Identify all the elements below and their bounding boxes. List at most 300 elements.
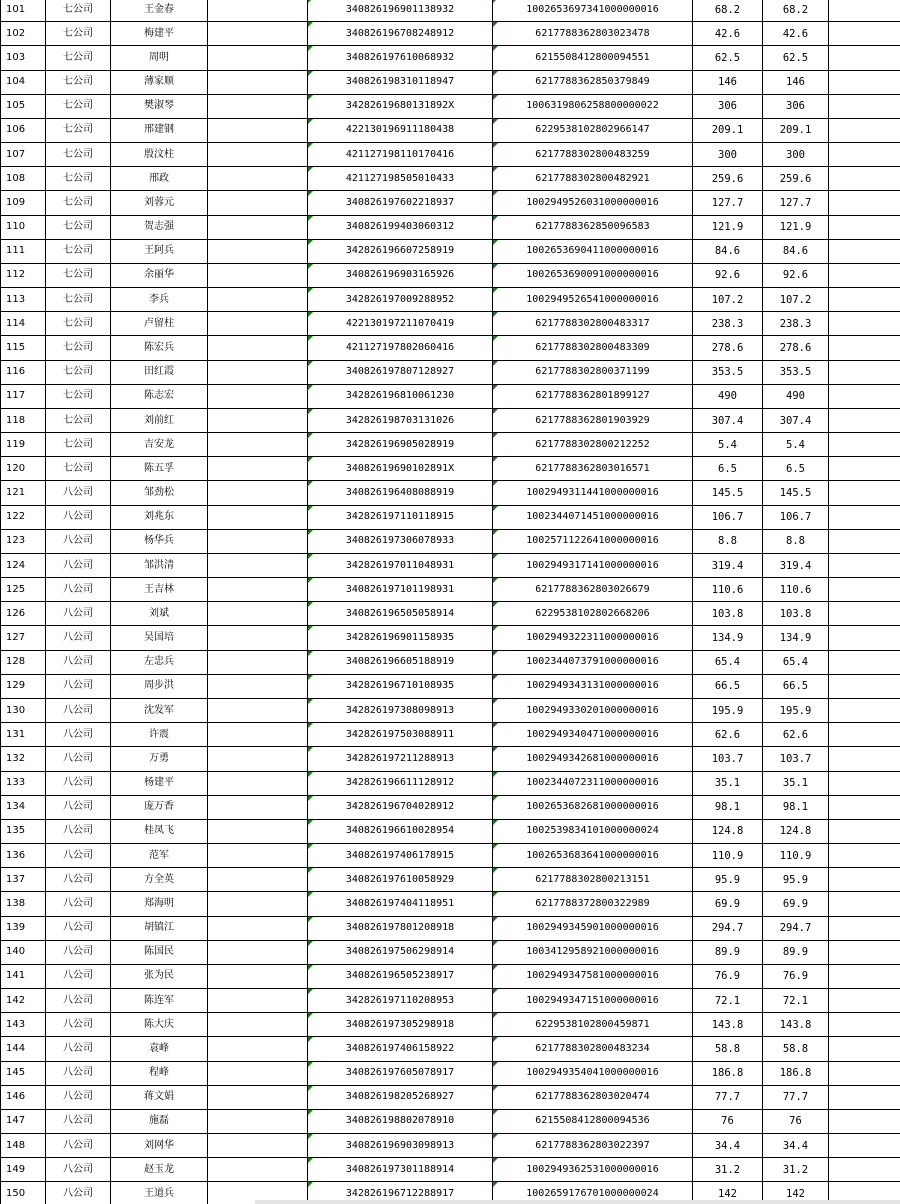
amount-cell[interactable]: 68.2	[693, 0, 763, 22]
id-number-cell[interactable]: 340826196505058914	[308, 602, 493, 626]
company-cell[interactable]: 七公司	[46, 239, 111, 263]
blank-cell[interactable]	[829, 723, 900, 747]
account-number-cell[interactable]: 6217788362850379849	[493, 70, 693, 94]
empty-cell[interactable]	[208, 1013, 308, 1037]
amount-cell[interactable]: 490	[693, 384, 763, 408]
name-cell[interactable]: 陈志宏	[111, 384, 208, 408]
amount-paid-cell[interactable]: 77.7	[763, 1085, 829, 1109]
empty-cell[interactable]	[208, 46, 308, 70]
row-number-cell[interactable]: 131	[1, 723, 46, 747]
amount-cell[interactable]: 8.8	[693, 529, 763, 553]
amount-paid-cell[interactable]: 106.7	[763, 505, 829, 529]
account-number-cell[interactable]: 1002653683641000000016	[493, 844, 693, 868]
empty-cell[interactable]	[208, 70, 308, 94]
row-number-cell[interactable]: 139	[1, 916, 46, 940]
row-number-cell[interactable]: 105	[1, 94, 46, 118]
company-cell[interactable]: 八公司	[46, 916, 111, 940]
company-cell[interactable]: 八公司	[46, 529, 111, 553]
account-number-cell[interactable]: 1002949311441000000016	[493, 481, 693, 505]
id-number-cell[interactable]: 342826197110118915	[308, 505, 493, 529]
name-cell[interactable]: 樊淑琴	[111, 94, 208, 118]
id-number-cell[interactable]: 340826198802078910	[308, 1109, 493, 1133]
amount-cell[interactable]: 300	[693, 143, 763, 167]
row-number-cell[interactable]: 136	[1, 844, 46, 868]
company-cell[interactable]: 七公司	[46, 384, 111, 408]
name-cell[interactable]: 杨建平	[111, 771, 208, 795]
amount-cell[interactable]: 146	[693, 70, 763, 94]
blank-cell[interactable]	[829, 288, 900, 312]
blank-cell[interactable]	[829, 795, 900, 819]
amount-paid-cell[interactable]: 110.6	[763, 578, 829, 602]
name-cell[interactable]: 周明	[111, 46, 208, 70]
amount-paid-cell[interactable]: 146	[763, 70, 829, 94]
amount-paid-cell[interactable]: 490	[763, 384, 829, 408]
amount-paid-cell[interactable]: 143.8	[763, 1013, 829, 1037]
name-cell[interactable]: 陈五孚	[111, 457, 208, 481]
amount-paid-cell[interactable]: 307.4	[763, 408, 829, 432]
amount-cell[interactable]: 319.4	[693, 553, 763, 577]
name-cell[interactable]: 沈发军	[111, 698, 208, 722]
name-cell[interactable]: 贺志强	[111, 215, 208, 239]
account-number-cell[interactable]: 1002653682681000000016	[493, 795, 693, 819]
amount-cell[interactable]: 76.9	[693, 964, 763, 988]
amount-paid-cell[interactable]: 92.6	[763, 263, 829, 287]
amount-paid-cell[interactable]: 5.4	[763, 433, 829, 457]
amount-cell[interactable]: 66.5	[693, 674, 763, 698]
blank-cell[interactable]	[829, 1061, 900, 1085]
id-number-cell[interactable]: 340826196903098913	[308, 1134, 493, 1158]
blank-cell[interactable]	[829, 529, 900, 553]
account-number-cell[interactable]: 6217788362803026679	[493, 578, 693, 602]
empty-cell[interactable]	[208, 433, 308, 457]
row-number-cell[interactable]: 109	[1, 191, 46, 215]
account-number-cell[interactable]: 6217788362850096583	[493, 215, 693, 239]
name-cell[interactable]: 王阿兵	[111, 239, 208, 263]
empty-cell[interactable]	[208, 1061, 308, 1085]
amount-paid-cell[interactable]: 89.9	[763, 940, 829, 964]
id-number-cell[interactable]: 340826196610028954	[308, 819, 493, 843]
blank-cell[interactable]	[829, 1085, 900, 1109]
id-number-cell[interactable]: 340826196408088919	[308, 481, 493, 505]
row-number-cell[interactable]: 110	[1, 215, 46, 239]
empty-cell[interactable]	[208, 1158, 308, 1182]
amount-paid-cell[interactable]: 31.2	[763, 1158, 829, 1182]
amount-cell[interactable]: 142	[693, 1182, 763, 1204]
account-number-cell[interactable]: 1002949526031000000016	[493, 191, 693, 215]
row-number-cell[interactable]: 140	[1, 940, 46, 964]
row-number-cell[interactable]: 143	[1, 1013, 46, 1037]
account-number-cell[interactable]: 6217788302800483317	[493, 312, 693, 336]
company-cell[interactable]: 七公司	[46, 360, 111, 384]
name-cell[interactable]: 陈大庆	[111, 1013, 208, 1037]
name-cell[interactable]: 吉安龙	[111, 433, 208, 457]
id-number-cell[interactable]: 342826197211288913	[308, 747, 493, 771]
id-number-cell[interactable]: 340826197406178915	[308, 844, 493, 868]
blank-cell[interactable]	[829, 263, 900, 287]
row-number-cell[interactable]: 113	[1, 288, 46, 312]
account-number-cell[interactable]: 1002344072311000000016	[493, 771, 693, 795]
company-cell[interactable]: 七公司	[46, 191, 111, 215]
blank-cell[interactable]	[829, 505, 900, 529]
id-number-cell[interactable]: 422130197211070419	[308, 312, 493, 336]
amount-cell[interactable]: 62.5	[693, 46, 763, 70]
row-number-cell[interactable]: 114	[1, 312, 46, 336]
id-number-cell[interactable]: 342826198703131026	[308, 408, 493, 432]
company-cell[interactable]: 八公司	[46, 1109, 111, 1133]
amount-cell[interactable]: 6.5	[693, 457, 763, 481]
empty-cell[interactable]	[208, 892, 308, 916]
account-number-cell[interactable]: 1002949345901000000016	[493, 916, 693, 940]
empty-cell[interactable]	[208, 844, 308, 868]
company-cell[interactable]: 八公司	[46, 578, 111, 602]
name-cell[interactable]: 庞万香	[111, 795, 208, 819]
blank-cell[interactable]	[829, 481, 900, 505]
row-number-cell[interactable]: 124	[1, 553, 46, 577]
id-number-cell[interactable]: 340826196505238917	[308, 964, 493, 988]
row-number-cell[interactable]: 138	[1, 892, 46, 916]
company-cell[interactable]: 八公司	[46, 771, 111, 795]
row-number-cell[interactable]: 118	[1, 408, 46, 432]
amount-cell[interactable]: 294.7	[693, 916, 763, 940]
company-cell[interactable]: 八公司	[46, 553, 111, 577]
blank-cell[interactable]	[829, 626, 900, 650]
amount-cell[interactable]: 186.8	[693, 1061, 763, 1085]
account-number-cell[interactable]: 1002344073791000000016	[493, 650, 693, 674]
empty-cell[interactable]	[208, 916, 308, 940]
name-cell[interactable]: 薄家顺	[111, 70, 208, 94]
account-number-cell[interactable]: 1002571122641000000016	[493, 529, 693, 553]
row-number-cell[interactable]: 149	[1, 1158, 46, 1182]
amount-cell[interactable]: 65.4	[693, 650, 763, 674]
amount-paid-cell[interactable]: 145.5	[763, 481, 829, 505]
company-cell[interactable]: 八公司	[46, 1134, 111, 1158]
account-number-cell[interactable]: 1002949526541000000016	[493, 288, 693, 312]
blank-cell[interactable]	[829, 312, 900, 336]
amount-paid-cell[interactable]: 69.9	[763, 892, 829, 916]
id-number-cell[interactable]: 340826197610068932	[308, 46, 493, 70]
empty-cell[interactable]	[208, 578, 308, 602]
row-number-cell[interactable]: 121	[1, 481, 46, 505]
name-cell[interactable]: 刘网华	[111, 1134, 208, 1158]
empty-cell[interactable]	[208, 239, 308, 263]
company-cell[interactable]: 七公司	[46, 143, 111, 167]
empty-cell[interactable]	[208, 626, 308, 650]
amount-paid-cell[interactable]: 259.6	[763, 167, 829, 191]
amount-paid-cell[interactable]: 306	[763, 94, 829, 118]
blank-cell[interactable]	[829, 1109, 900, 1133]
company-cell[interactable]: 七公司	[46, 288, 111, 312]
amount-paid-cell[interactable]: 95.9	[763, 868, 829, 892]
id-number-cell[interactable]: 342826196607258919	[308, 239, 493, 263]
account-number-cell[interactable]: 6217788302800483259	[493, 143, 693, 167]
empty-cell[interactable]	[208, 143, 308, 167]
blank-cell[interactable]	[829, 1037, 900, 1061]
id-number-cell[interactable]: 342826196905028919	[308, 433, 493, 457]
id-number-cell[interactable]: 340826197305298918	[308, 1013, 493, 1037]
amount-paid-cell[interactable]: 66.5	[763, 674, 829, 698]
company-cell[interactable]: 七公司	[46, 0, 111, 22]
row-number-cell[interactable]: 135	[1, 819, 46, 843]
name-cell[interactable]: 梅建平	[111, 22, 208, 46]
id-number-cell[interactable]: 340826197404118951	[308, 892, 493, 916]
amount-paid-cell[interactable]: 209.1	[763, 118, 829, 142]
amount-cell[interactable]: 5.4	[693, 433, 763, 457]
company-cell[interactable]: 八公司	[46, 505, 111, 529]
name-cell[interactable]: 施磊	[111, 1109, 208, 1133]
row-number-cell[interactable]: 103	[1, 46, 46, 70]
account-number-cell[interactable]: 6217788302800483234	[493, 1037, 693, 1061]
account-number-cell[interactable]: 6217788302800483309	[493, 336, 693, 360]
company-cell[interactable]: 八公司	[46, 747, 111, 771]
name-cell[interactable]: 范军	[111, 844, 208, 868]
blank-cell[interactable]	[829, 433, 900, 457]
blank-cell[interactable]	[829, 70, 900, 94]
amount-cell[interactable]: 72.1	[693, 989, 763, 1013]
company-cell[interactable]: 七公司	[46, 118, 111, 142]
id-number-cell[interactable]: 340826196903165926	[308, 263, 493, 287]
amount-paid-cell[interactable]: 121.9	[763, 215, 829, 239]
name-cell[interactable]: 卢留柱	[111, 312, 208, 336]
id-number-cell[interactable]: 340826196605188919	[308, 650, 493, 674]
amount-cell[interactable]: 58.8	[693, 1037, 763, 1061]
name-cell[interactable]: 桂凤飞	[111, 819, 208, 843]
amount-paid-cell[interactable]: 319.4	[763, 553, 829, 577]
amount-cell[interactable]: 134.9	[693, 626, 763, 650]
empty-cell[interactable]	[208, 94, 308, 118]
name-cell[interactable]: 李兵	[111, 288, 208, 312]
account-number-cell[interactable]: 1002344071451000000016	[493, 505, 693, 529]
amount-cell[interactable]: 34.4	[693, 1134, 763, 1158]
amount-cell[interactable]: 259.6	[693, 167, 763, 191]
account-number-cell[interactable]: 1002949347151000000016	[493, 989, 693, 1013]
amount-cell[interactable]: 89.9	[693, 940, 763, 964]
empty-cell[interactable]	[208, 288, 308, 312]
account-number-cell[interactable]: 1002949317141000000016	[493, 553, 693, 577]
name-cell[interactable]: 杨华兵	[111, 529, 208, 553]
amount-cell[interactable]: 95.9	[693, 868, 763, 892]
amount-paid-cell[interactable]: 107.2	[763, 288, 829, 312]
blank-cell[interactable]	[829, 0, 900, 22]
amount-paid-cell[interactable]: 103.7	[763, 747, 829, 771]
account-number-cell[interactable]: 6217788362803016571	[493, 457, 693, 481]
id-number-cell[interactable]: 340826199403060312	[308, 215, 493, 239]
blank-cell[interactable]	[829, 940, 900, 964]
company-cell[interactable]: 八公司	[46, 1158, 111, 1182]
amount-cell[interactable]: 143.8	[693, 1013, 763, 1037]
name-cell[interactable]: 张为民	[111, 964, 208, 988]
account-number-cell[interactable]: 1002653690091000000016	[493, 263, 693, 287]
amount-cell[interactable]: 110.6	[693, 578, 763, 602]
empty-cell[interactable]	[208, 602, 308, 626]
blank-cell[interactable]	[829, 892, 900, 916]
blank-cell[interactable]	[829, 384, 900, 408]
blank-cell[interactable]	[829, 819, 900, 843]
id-number-cell[interactable]: 342826197110208953	[308, 989, 493, 1013]
row-number-cell[interactable]: 116	[1, 360, 46, 384]
id-number-cell[interactable]: 421127197802060416	[308, 336, 493, 360]
account-number-cell[interactable]: 6215508412800094551	[493, 46, 693, 70]
blank-cell[interactable]	[829, 844, 900, 868]
empty-cell[interactable]	[208, 312, 308, 336]
id-number-cell[interactable]: 342826196810061230	[308, 384, 493, 408]
company-cell[interactable]: 八公司	[46, 892, 111, 916]
name-cell[interactable]: 王金春	[111, 0, 208, 22]
company-cell[interactable]: 七公司	[46, 22, 111, 46]
id-number-cell[interactable]: 340826197602218937	[308, 191, 493, 215]
id-number-cell[interactable]: 342826196704028912	[308, 795, 493, 819]
row-number-cell[interactable]: 125	[1, 578, 46, 602]
empty-cell[interactable]	[208, 868, 308, 892]
account-number-cell[interactable]: 6217788362803023478	[493, 22, 693, 46]
blank-cell[interactable]	[829, 215, 900, 239]
empty-cell[interactable]	[208, 819, 308, 843]
account-number-cell[interactable]: 6215508412800094536	[493, 1109, 693, 1133]
empty-cell[interactable]	[208, 118, 308, 142]
empty-cell[interactable]	[208, 529, 308, 553]
company-cell[interactable]: 八公司	[46, 940, 111, 964]
name-cell[interactable]: 邢建钢	[111, 118, 208, 142]
blank-cell[interactable]	[829, 868, 900, 892]
amount-paid-cell[interactable]: 238.3	[763, 312, 829, 336]
name-cell[interactable]: 陈国民	[111, 940, 208, 964]
company-cell[interactable]: 七公司	[46, 167, 111, 191]
account-number-cell[interactable]: 6229538102800459871	[493, 1013, 693, 1037]
amount-paid-cell[interactable]: 98.1	[763, 795, 829, 819]
blank-cell[interactable]	[829, 167, 900, 191]
blank-cell[interactable]	[829, 1134, 900, 1158]
name-cell[interactable]: 胡镇江	[111, 916, 208, 940]
empty-cell[interactable]	[208, 650, 308, 674]
amount-paid-cell[interactable]: 186.8	[763, 1061, 829, 1085]
amount-paid-cell[interactable]: 76.9	[763, 964, 829, 988]
id-number-cell[interactable]: 340826197605078917	[308, 1061, 493, 1085]
name-cell[interactable]: 陈连军	[111, 989, 208, 1013]
amount-paid-cell[interactable]: 42.6	[763, 22, 829, 46]
horizontal-scrollbar[interactable]	[255, 1200, 900, 1204]
company-cell[interactable]: 八公司	[46, 1013, 111, 1037]
name-cell[interactable]: 周步洪	[111, 674, 208, 698]
row-number-cell[interactable]: 115	[1, 336, 46, 360]
name-cell[interactable]: 郑海明	[111, 892, 208, 916]
name-cell[interactable]: 蒋文娟	[111, 1085, 208, 1109]
name-cell[interactable]: 余丽华	[111, 263, 208, 287]
id-number-cell[interactable]: 340826197406158922	[308, 1037, 493, 1061]
name-cell[interactable]: 邹劲松	[111, 481, 208, 505]
amount-cell[interactable]: 103.8	[693, 602, 763, 626]
amount-cell[interactable]: 209.1	[693, 118, 763, 142]
company-cell[interactable]: 八公司	[46, 819, 111, 843]
amount-paid-cell[interactable]: 72.1	[763, 989, 829, 1013]
empty-cell[interactable]	[208, 457, 308, 481]
row-number-cell[interactable]: 144	[1, 1037, 46, 1061]
name-cell[interactable]: 方全英	[111, 868, 208, 892]
amount-paid-cell[interactable]: 65.4	[763, 650, 829, 674]
blank-cell[interactable]	[829, 674, 900, 698]
empty-cell[interactable]	[208, 1134, 308, 1158]
account-number-cell[interactable]: 6229538102802668206	[493, 602, 693, 626]
id-number-cell[interactable]: 340826197301188914	[308, 1158, 493, 1182]
amount-cell[interactable]: 121.9	[693, 215, 763, 239]
blank-cell[interactable]	[829, 408, 900, 432]
id-number-cell[interactable]: 342826196901158935	[308, 626, 493, 650]
amount-cell[interactable]: 31.2	[693, 1158, 763, 1182]
id-number-cell[interactable]: 340826197610058929	[308, 868, 493, 892]
company-cell[interactable]: 七公司	[46, 263, 111, 287]
name-cell[interactable]: 刘斌	[111, 602, 208, 626]
blank-cell[interactable]	[829, 22, 900, 46]
blank-cell[interactable]	[829, 1013, 900, 1037]
blank-cell[interactable]	[829, 360, 900, 384]
account-number-cell[interactable]: 1002653690411000000016	[493, 239, 693, 263]
id-number-cell[interactable]: 340826197101198931	[308, 578, 493, 602]
company-cell[interactable]: 七公司	[46, 94, 111, 118]
empty-cell[interactable]	[208, 481, 308, 505]
company-cell[interactable]: 八公司	[46, 1061, 111, 1085]
amount-paid-cell[interactable]: 195.9	[763, 698, 829, 722]
company-cell[interactable]: 七公司	[46, 46, 111, 70]
empty-cell[interactable]	[208, 0, 308, 22]
row-number-cell[interactable]: 134	[1, 795, 46, 819]
account-number-cell[interactable]: 1002949342681000000016	[493, 747, 693, 771]
id-number-cell[interactable]: 342826196611128912	[308, 771, 493, 795]
amount-cell[interactable]: 195.9	[693, 698, 763, 722]
company-cell[interactable]: 八公司	[46, 989, 111, 1013]
empty-cell[interactable]	[208, 505, 308, 529]
id-number-cell[interactable]: 342826197308098913	[308, 698, 493, 722]
amount-paid-cell[interactable]: 8.8	[763, 529, 829, 553]
amount-cell[interactable]: 124.8	[693, 819, 763, 843]
blank-cell[interactable]	[829, 457, 900, 481]
account-number-cell[interactable]: 6217788302800371199	[493, 360, 693, 384]
company-cell[interactable]: 七公司	[46, 457, 111, 481]
row-number-cell[interactable]: 120	[1, 457, 46, 481]
amount-cell[interactable]: 145.5	[693, 481, 763, 505]
name-cell[interactable]: 王吉林	[111, 578, 208, 602]
amount-paid-cell[interactable]: 134.9	[763, 626, 829, 650]
company-cell[interactable]: 八公司	[46, 674, 111, 698]
empty-cell[interactable]	[208, 336, 308, 360]
account-number-cell[interactable]: 1002949362531000000016	[493, 1158, 693, 1182]
company-cell[interactable]: 八公司	[46, 602, 111, 626]
amount-paid-cell[interactable]: 300	[763, 143, 829, 167]
row-number-cell[interactable]: 107	[1, 143, 46, 167]
company-cell[interactable]: 八公司	[46, 1085, 111, 1109]
row-number-cell[interactable]: 130	[1, 698, 46, 722]
company-cell[interactable]: 八公司	[46, 1037, 111, 1061]
amount-paid-cell[interactable]: 142	[763, 1182, 829, 1204]
id-number-cell[interactable]: 340826196901138932	[308, 0, 493, 22]
row-number-cell[interactable]: 119	[1, 433, 46, 457]
account-number-cell[interactable]: 6217788302800212252	[493, 433, 693, 457]
row-number-cell[interactable]: 133	[1, 771, 46, 795]
row-number-cell[interactable]: 123	[1, 529, 46, 553]
account-number-cell[interactable]: 1002949343131000000016	[493, 674, 693, 698]
account-number-cell[interactable]: 6217788362801899127	[493, 384, 693, 408]
account-number-cell[interactable]: 6229538102802966147	[493, 118, 693, 142]
blank-cell[interactable]	[829, 118, 900, 142]
company-cell[interactable]: 八公司	[46, 698, 111, 722]
id-number-cell[interactable]: 421127198505010433	[308, 167, 493, 191]
row-number-cell[interactable]: 137	[1, 868, 46, 892]
id-number-cell[interactable]: 421127198110170416	[308, 143, 493, 167]
blank-cell[interactable]	[829, 989, 900, 1013]
id-number-cell[interactable]: 340826198310118947	[308, 70, 493, 94]
amount-paid-cell[interactable]: 34.4	[763, 1134, 829, 1158]
amount-paid-cell[interactable]: 62.5	[763, 46, 829, 70]
amount-paid-cell[interactable]: 110.9	[763, 844, 829, 868]
id-number-cell[interactable]: 34282619680131892X	[308, 94, 493, 118]
blank-cell[interactable]	[829, 336, 900, 360]
